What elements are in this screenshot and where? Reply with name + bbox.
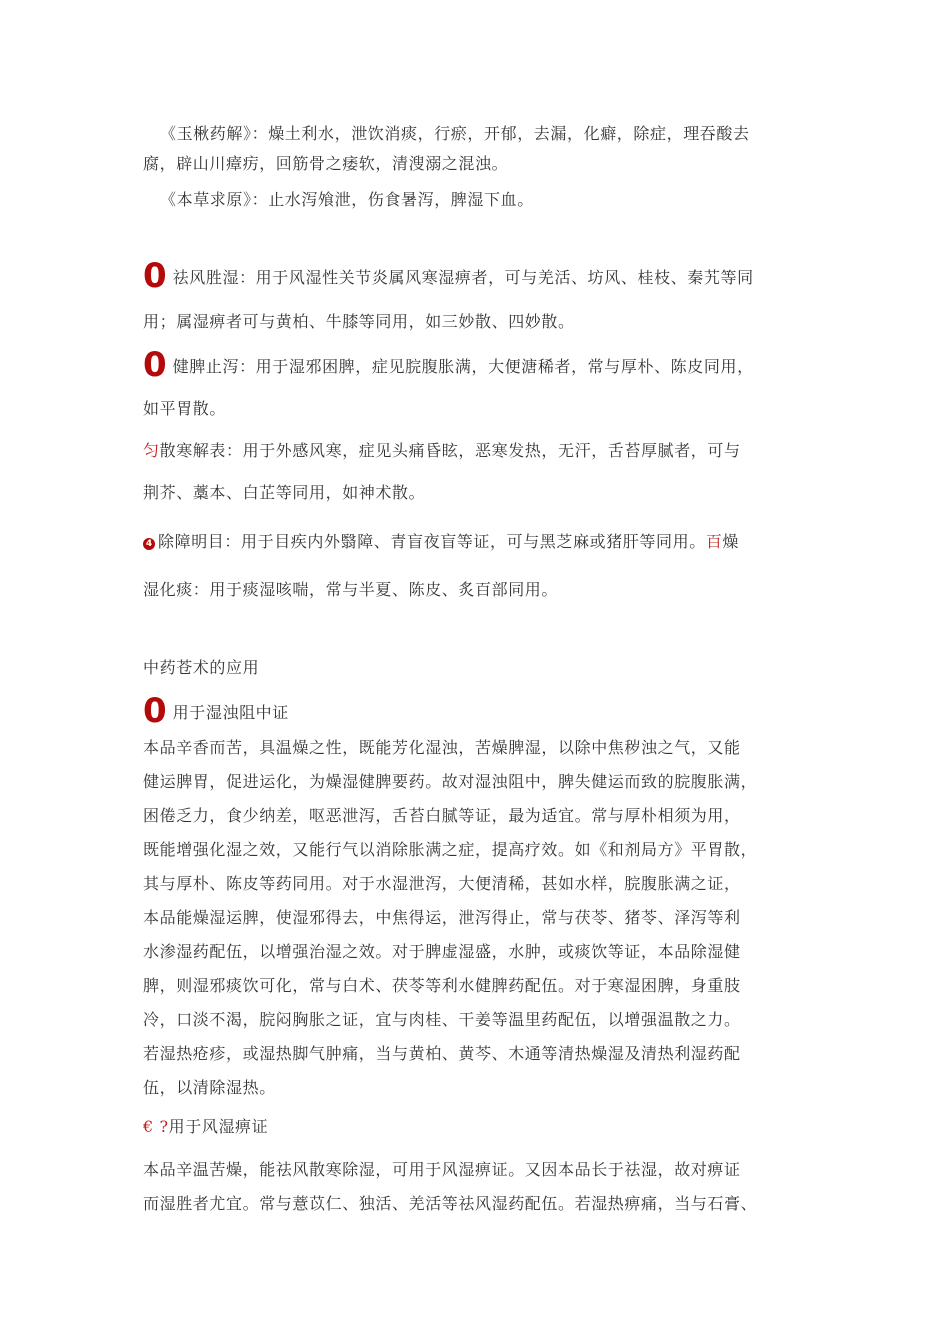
para1-line: 健运脾胃，促进运化，为燥湿健脾要药。故对湿浊阻中，脾失健运而致的脘腹胀满， <box>143 772 758 791</box>
effect-2-text: 健脾止泻：用于湿邪困脾，症见脘腹胀满，大便溏稀者，常与厚朴、陈皮同用， <box>172 357 754 376</box>
effect-1-line1 <box>143 256 754 296</box>
effect-5-line2: 湿化痰：用于痰湿咳喘，常与半夏、陈皮、炙百部同用。 <box>143 580 559 599</box>
effect-4-line1 <box>143 532 739 552</box>
effect-2-line2: 如平胃散。 <box>143 399 227 418</box>
quote-yuqiu-line2: 腐，辟山川瘴疠，回筋骨之痿软，清溲溺之混浊。 <box>143 154 509 173</box>
subsection-1-text: 用于湿浊阻中证 <box>172 703 289 722</box>
circled-number-icon: 4 <box>143 538 155 550</box>
para1-line: 脾，则湿邪痰饮可化，常与白术、茯苓等利水健脾药配伍。对于寒湿困脾，身重肢 <box>143 976 741 995</box>
effect-1-line2: 用；属湿痹者可与黄柏、牛膝等同用，如三妙散、四妙散。 <box>143 312 575 331</box>
subsection-2-title <box>143 1117 268 1137</box>
subsection-1-title <box>143 691 289 731</box>
effect-3-text: 散寒解表：用于外感风寒，症见头痛昏眩，恶寒发热，无汗，舌苔厚腻者，可与 <box>159 441 741 460</box>
subsection-2-text: 用于风湿痹证 <box>168 1117 269 1136</box>
effect-1-text: 祛风胜湿：用于风湿性关节炎属风寒湿痹者，可与羌活、坊风、桂枝、秦艽等同 <box>172 268 754 287</box>
effect-2-line1 <box>143 345 754 385</box>
effect-4-text: 除障明目：用于目疾内外翳障、青盲夜盲等证，可与黑芝麻或猪肝等同用。 <box>158 532 706 551</box>
quote-yuqiu-line1: 《玉楸药解》：燥土利水，泄饮消痰，行瘀，开郁，去漏，化癖，除症，理吞酸去 <box>160 124 750 143</box>
effect-3-line2: 荆芥、藁本、白芷等同用，如神术散。 <box>143 483 426 502</box>
para2-line: 本品辛温苦燥，能祛风散寒除湿，可用于风湿痹证。又因本品长于祛湿，故对痹证 <box>143 1160 741 1179</box>
section-heading: 中药苍术的应用 <box>143 658 260 677</box>
para1-line: 水渗湿药配伍，以增强治湿之效。对于脾虚湿盛，水肿，或痰饮等证，本品除湿健 <box>143 942 741 961</box>
numeral-marker: 0 <box>143 256 167 296</box>
para1-line: 若湿热疮疹，或湿热脚气肿痛，当与黄柏、黄芩、木通等清热燥湿及清热利湿药配 <box>143 1044 741 1063</box>
effect-3-line1 <box>143 441 741 461</box>
para1-line: 其与厚朴、陈皮等药同用。对于水湿泄泻，大便清稀，甚如水样，脘腹胀满之证， <box>143 874 741 893</box>
quote-bencao: 《本草求原》：止水泻飧泄，伤食暑泻，脾湿下血。 <box>160 190 534 209</box>
para1-line: 困倦乏力，食少纳差，呕恶泄泻，舌苔白腻等证，最为适宜。常与厚朴相须为用， <box>143 806 741 825</box>
numeral-marker: 百 <box>705 532 723 551</box>
para1-line: 伍，以清除湿热。 <box>143 1078 276 1097</box>
effect-5-start: 燥 <box>722 532 740 551</box>
numeral-marker: 匀 <box>143 441 160 460</box>
numeral-marker: € ? <box>143 1117 169 1136</box>
numeral-marker: 0 <box>143 691 167 731</box>
para1-line: 本品辛香而苦，具温燥之性，既能芳化湿浊，苦燥脾湿，以除中焦秽浊之气，又能 <box>143 738 741 757</box>
para1-line: 既能增强化湿之效，又能行气以消除胀满之症，提高疗效。如《和剂局方》平胃散， <box>143 840 758 859</box>
para2-line: 而湿胜者尤宜。常与薏苡仁、独活、羌活等祛风湿药配伍。若湿热痹痛，当与石膏、 <box>143 1194 758 1213</box>
para1-line: 冷，口淡不渴，脘闷胸胀之证，宜与肉桂、干姜等温里药配伍，以增强温散之力。 <box>143 1010 741 1029</box>
numeral-marker: 0 <box>143 345 167 385</box>
para1-line: 本品能燥湿运脾，使湿邪得去，中焦得运，泄泻得止，常与茯苓、猪苓、泽泻等利 <box>143 908 741 927</box>
